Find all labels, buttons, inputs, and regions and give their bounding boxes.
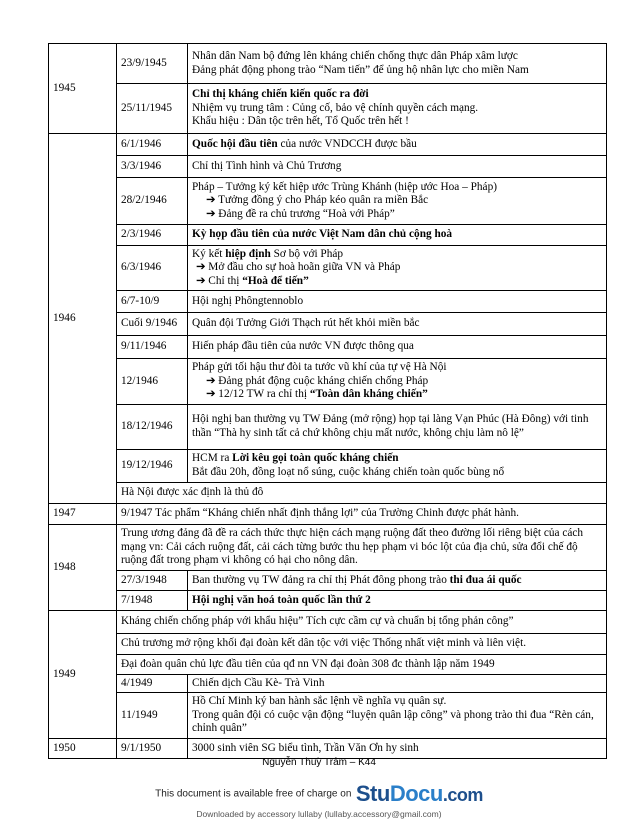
event-text: Chỉ thị — [208, 274, 243, 287]
arrow-icon: ➔ — [206, 374, 216, 387]
table-row — [49, 525, 607, 571]
table-row — [49, 571, 607, 591]
event-cell: Trung ương đảng đã đề ra cách thức thực hiện cách mạng ruộng đất theo đường lối riêng biệt của cách mạng vn: Cải cách ruộng đất, cải cách từng bước thu hẹp phạm vi bóc lột của địa chủ, sửa đổi chế độ ruộng đất trong phạm vi không có hại cho nông dân. — [117, 525, 607, 571]
table-row — [49, 591, 607, 611]
event-cell: Chủ trương mở rộng khối đại đoàn kết dân tộc với việc Thống nhất việt minh và liên việt. — [117, 634, 607, 655]
table-row — [49, 84, 607, 134]
event-bold: “Hoà để tiến” — [242, 274, 309, 287]
event-cell: Quân đội Tưởng Giới Thạch rút hết khỏi miền bắc — [188, 313, 607, 336]
studocu-banner[interactable] — [0, 781, 638, 807]
table-row — [49, 655, 607, 675]
date-cell: 18/12/1946 — [117, 405, 188, 450]
event-text: HCM ra — [192, 452, 233, 465]
event-cell: Hội nghị ban thường vụ TW Đảng (mở rộng) họp tại làng Vạn Phúc (Hà Đông) với tinh thần “Thà hy sinh tất cả chứ không chịu mất nước, không chịu làm nô lệ” — [188, 405, 607, 450]
date-cell: 27/3/1948 — [117, 571, 188, 591]
event-cell: 9/1947 Tác phẩm “Kháng chiến nhất định thắng lợi” của Trường Chinh được phát hành. — [117, 504, 607, 525]
logo-part: Docu — [389, 781, 443, 806]
event-line — [192, 194, 602, 208]
date-cell: 19/12/1946 — [117, 450, 188, 483]
arrow-icon: ➔ — [206, 194, 216, 207]
table-row — [49, 634, 607, 655]
event-line: Nhiệm vụ trung tâm : Củng cố, bảo vệ chính quyền cách mạng. — [192, 101, 479, 114]
event-bold: Quốc hội đầu tiên — [192, 137, 278, 150]
event-text: Đảng phát động cuộc kháng chiến chống Pháp — [218, 374, 429, 387]
event-line: Hồ Chí Minh ký ban hành sắc lệnh về nghĩa vụ quân sự. — [192, 695, 447, 708]
year-cell: 1946 — [49, 134, 117, 504]
event-cell — [188, 84, 607, 134]
year-cell: 1950 — [49, 739, 117, 759]
date-cell: Cuối 9/1946 — [117, 313, 188, 336]
year-cell: 1947 — [49, 504, 117, 525]
table-row — [49, 611, 607, 634]
date-cell: 7/1948 — [117, 591, 188, 611]
event-line — [192, 452, 602, 466]
table-row — [49, 178, 607, 225]
table-row — [49, 44, 607, 84]
event-bold: Lời kêu gọi toàn quốc kháng chiến — [232, 452, 399, 465]
arrow-icon: ➔ — [206, 388, 216, 401]
page-footer-author: Nguyễn Thuỳ Trâm – K44 — [262, 757, 376, 768]
event-cell: Kháng chiến chống pháp với khẩu hiệu” Tích cực cầm cự và chuẩn bị tổng phản công” — [117, 611, 607, 634]
table-row — [49, 483, 607, 504]
event-cell — [188, 178, 607, 225]
event-cell: Hà Nội được xác định là thủ đô — [117, 483, 607, 504]
event-line — [192, 275, 602, 289]
year-cell: 1945 — [49, 44, 117, 134]
date-cell: 2/3/1946 — [117, 225, 188, 246]
table-row — [49, 156, 607, 178]
date-cell: 3/3/1946 — [117, 156, 188, 178]
event-cell: Hội nghị Phôngtennoblo — [188, 291, 607, 313]
event-text: Mở đầu cho sự hoà hoãn giữa VN và Pháp — [208, 261, 401, 274]
event-line — [192, 248, 602, 262]
year-cell: 1948 — [49, 525, 117, 611]
event-line: Pháp gửi tối hậu thư đòi ta tước vũ khí của tự vệ Hà Nội — [192, 361, 447, 374]
event-line — [192, 375, 602, 389]
arrow-icon: ➔ — [206, 207, 216, 220]
table-row — [49, 336, 607, 359]
event-text: 12/12 TW ra chỉ thị — [218, 388, 310, 401]
event-line: Pháp – Tưởng ký kết hiệp ước Trùng Khánh (hiệp ước Hoa – Pháp) — [192, 180, 497, 193]
date-cell: 28/2/1946 — [117, 178, 188, 225]
event-line: Chỉ thị kháng chiến kiến quốc ra đời — [192, 88, 369, 101]
table-row — [49, 504, 607, 525]
table-row — [49, 405, 607, 450]
date-cell: 23/9/1945 — [117, 44, 188, 84]
event-line: Trong quân đội có cuộc vận động “luyện quân lập công” và phong trào thi đua “Rèn cán, chỉnh quân” — [192, 708, 594, 735]
event-text: Đảng đề ra chủ trương “Hoà với Pháp” — [218, 207, 395, 220]
date-cell: 11/1949 — [117, 693, 188, 739]
event-text: Ban thường vụ TW đảng ra chỉ thị Phát đông phong trào — [192, 573, 450, 586]
date-cell: 4/1949 — [117, 675, 188, 693]
event-cell: Hiến pháp đầu tiên của nước VN được thông qua — [188, 336, 607, 359]
logo-part: Stu — [355, 781, 390, 806]
event-line: Khẩu hiệu : Dân tộc trên hết, Tổ Quốc trên hết ! — [192, 115, 409, 128]
event-line: Bắt đầu 20h, đồng loạt nổ súng, cuộc kháng chiến toàn quốc bùng nổ — [192, 466, 505, 478]
studocu-logo[interactable] — [356, 781, 483, 806]
event-cell: Hội nghị văn hoá toàn quốc lần thứ 2 — [188, 591, 607, 611]
event-cell — [188, 450, 607, 483]
table-row — [49, 291, 607, 313]
event-cell: Đại đoàn quân chủ lực đầu tiên của qđ nn VN đại đoàn 308 đc thành lập năm 1949 — [117, 655, 607, 675]
event-text: Ký kết — [192, 247, 226, 260]
date-cell: 9/1/1950 — [117, 739, 188, 759]
table-row — [49, 134, 607, 156]
event-bold: “Toàn dân kháng chiến” — [309, 388, 428, 401]
event-cell — [188, 571, 607, 591]
event-cell: Kỳ họp đầu tiên của nước Việt Nam dân chủ cộng hoà — [188, 225, 607, 246]
date-cell: 25/11/1945 — [117, 84, 188, 134]
event-cell — [188, 693, 607, 739]
table-row — [49, 739, 607, 759]
logo-part: .com — [442, 785, 483, 805]
event-bold: hiệp định — [225, 247, 271, 260]
date-cell: 6/7-10/9 — [117, 291, 188, 313]
event-cell — [188, 246, 607, 291]
event-line — [192, 261, 602, 275]
date-cell: 6/3/1946 — [117, 246, 188, 291]
downloaded-by-text: Downloaded by accessory lullaby (lullaby.accessory@gmail.com) — [196, 809, 442, 819]
arrow-icon: ➔ — [196, 261, 206, 274]
event-line: Nhân dân Nam bộ đứng lên kháng chiến chống thực dân Pháp xâm lược — [192, 49, 518, 62]
table-row — [49, 450, 607, 483]
table-row — [49, 225, 607, 246]
timeline-table — [48, 43, 607, 759]
event-line: Đảng phát động phong trào “Nam tiến” để ủng hộ nhân lực cho miền Nam — [192, 63, 529, 76]
arrow-icon: ➔ — [196, 274, 206, 287]
table-row — [49, 359, 607, 405]
event-text: Tưởng đồng ý cho Pháp kéo quân ra miền Bắc — [218, 194, 429, 207]
event-bold: thi đua ái quốc — [449, 573, 522, 586]
event-cell: 3000 sinh viên SG biểu tình, Trần Văn Ơn hy sinh — [188, 739, 607, 759]
banner-free-text: This document is available free of charge on — [155, 788, 352, 800]
table-row — [49, 675, 607, 693]
event-text: Sơ bộ với Pháp — [270, 247, 344, 260]
event-cell — [188, 359, 607, 405]
date-cell: 12/1946 — [117, 359, 188, 405]
year-cell: 1949 — [49, 611, 117, 739]
event-cell: Chiến dịch Cầu Kè- Trà Vinh — [188, 675, 607, 693]
date-cell: 9/11/1946 — [117, 336, 188, 359]
table-row — [49, 313, 607, 336]
table-row — [49, 693, 607, 739]
event-cell — [188, 44, 607, 84]
event-line — [192, 388, 602, 402]
event-line — [192, 208, 602, 222]
date-cell: 6/1/1946 — [117, 134, 188, 156]
table-row — [49, 246, 607, 291]
event-cell — [188, 134, 607, 156]
event-text: của nước VNDCCH được bầu — [277, 137, 417, 150]
event-cell: Chỉ thị Tình hình và Chủ Trương — [188, 156, 607, 178]
